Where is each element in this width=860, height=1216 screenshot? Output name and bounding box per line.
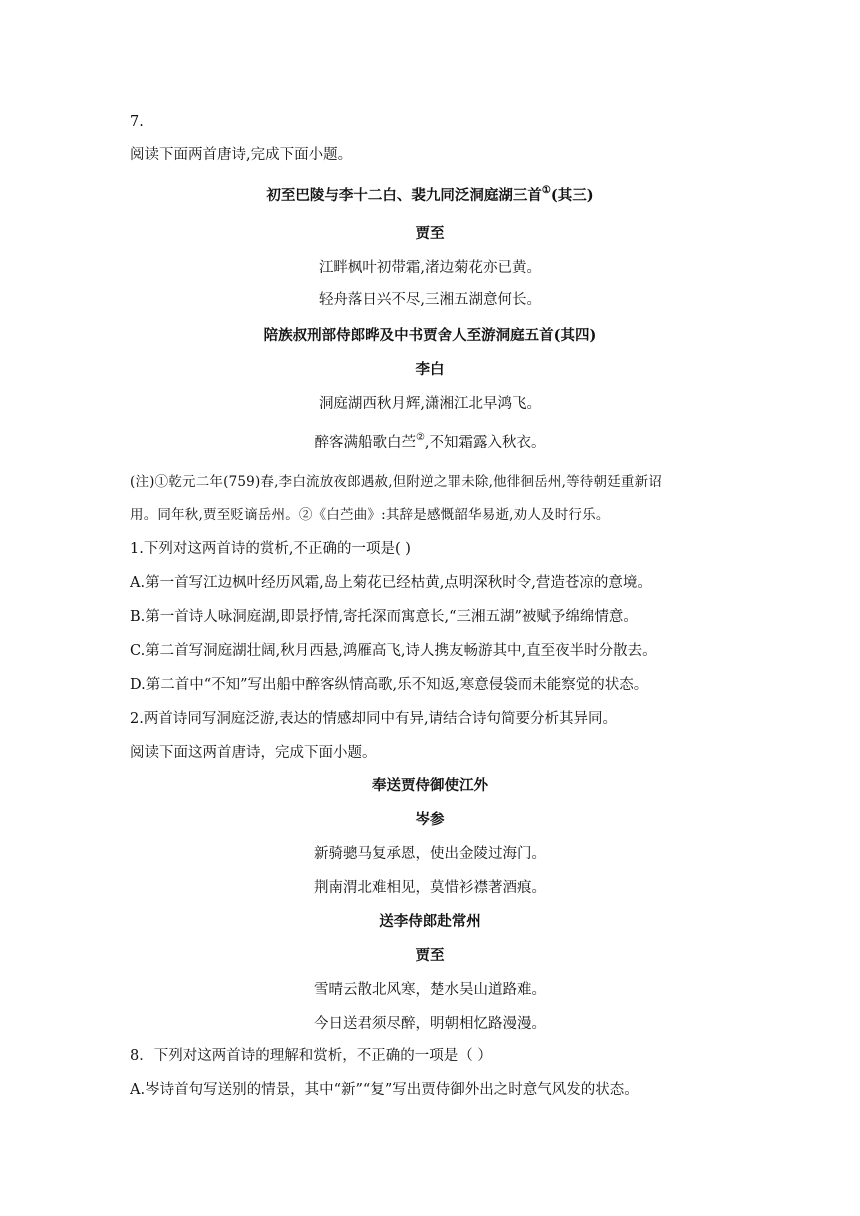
q7-option-d: D.第二首中“不知”写出船中醉客纵情高歌,乐不知返,寒意侵袋而未能察觉的状态。	[130, 677, 649, 693]
footnote-marker-2: ②	[415, 432, 425, 443]
poem1-author: 贾至	[415, 225, 445, 242]
footnote-marker-1: ①	[541, 185, 551, 196]
q8-option-a: A.岑诗首句写送别的情景，其中“新”“复”写出贾侍御外出之时意气风发的状态。	[130, 1082, 639, 1098]
footnote-line-2: 用。同年秋,贾至贬谪岳州。②《白苎曲》:其辞是感慨韶华易逝,劝人及时行乐。	[130, 507, 610, 523]
poem2-title: 陪族叔刑部侍郎晔及中书贾舍人至游洞庭五首(其四)	[263, 327, 597, 344]
footnote-line-1: (注)①乾元二年(759)春,李白流放夜郎遇赦,但附逆之罪未除,他徘徊岳州,等待朝廷重新诏	[130, 474, 662, 490]
q7-instruction: 阅读下面两首唐诗,完成下面小题。	[130, 147, 353, 163]
q7-option-c: C.第二首写洞庭湖壮阔,秋月西悬,鸿雁高飞,诗人携友畅游其中,直至夜半时分散去。	[130, 643, 657, 659]
q7-sub2-stem: 2.两首诗同写洞庭泛游,表达的情感却同中有异,请结合诗句简要分析其异同。	[130, 711, 618, 727]
poem3-line-2: 荆南渭北难相见，莫惜衫襟著酒痕。	[314, 880, 546, 896]
poem2-line-2-a: 醉客满船歌白苎	[314, 435, 416, 451]
poem2-line-2	[0, 433, 860, 453]
poem2-line-2-b: ,不知霜露入秋衣。	[424, 435, 546, 451]
poem4-author: 贾至	[415, 947, 445, 964]
poem3-author: 岑参	[415, 811, 445, 828]
poem2-line-1: 洞庭湖西秋月辉,潇湘江北早鸿飞。	[318, 396, 542, 412]
poem4-line-2: 今日送君须尽醉，明朝相忆路漫漫。	[314, 1016, 546, 1032]
poem1-title	[0, 186, 860, 206]
poem1-line-2: 轻舟落日兴不尽,三湘五湖意何长。	[318, 292, 542, 308]
poem2-author: 李白	[415, 361, 445, 378]
q8-stem: 8．下列对这两首诗的理解和赏析，不正确的一项是（ ）	[130, 1048, 492, 1064]
q8-instruction: 阅读下面这两首唐诗，完成下面小题。	[130, 745, 377, 761]
q7-sub1-stem: 1.下列对这两首诗的赏析,不正确的一项是( )	[130, 541, 411, 557]
question-number-7: 7.	[130, 114, 144, 130]
poem4-line-1: 雪晴云散北风寒，楚水吴山道路难。	[314, 982, 546, 998]
poem1-title-text: 初至巴陵与李十二白、裴九同泛洞庭湖三首	[266, 187, 542, 204]
q7-option-a: A.第一首写江边枫叶经历风霜,岛上菊花已经枯黄,点明深秋时令,营造苍凉的意境。	[130, 575, 652, 591]
poem3-line-1: 新骑骢马复承恩，使出金陵过海门。	[314, 846, 546, 862]
poem1-title-suffix: (其三)	[550, 187, 594, 204]
poem1-line-1: 江畔枫叶初带霜,渚边菊花亦已黄。	[318, 260, 542, 276]
poem4-title: 送李侍郎赴常州	[379, 913, 481, 930]
poem3-title: 奉送贾侍御使江外	[372, 777, 488, 794]
q7-option-b: B.第一首诗人咏洞庭湖,即景抒情,寄托深而寓意长,“三湘五湖”被赋予绵绵情意。	[130, 609, 638, 625]
